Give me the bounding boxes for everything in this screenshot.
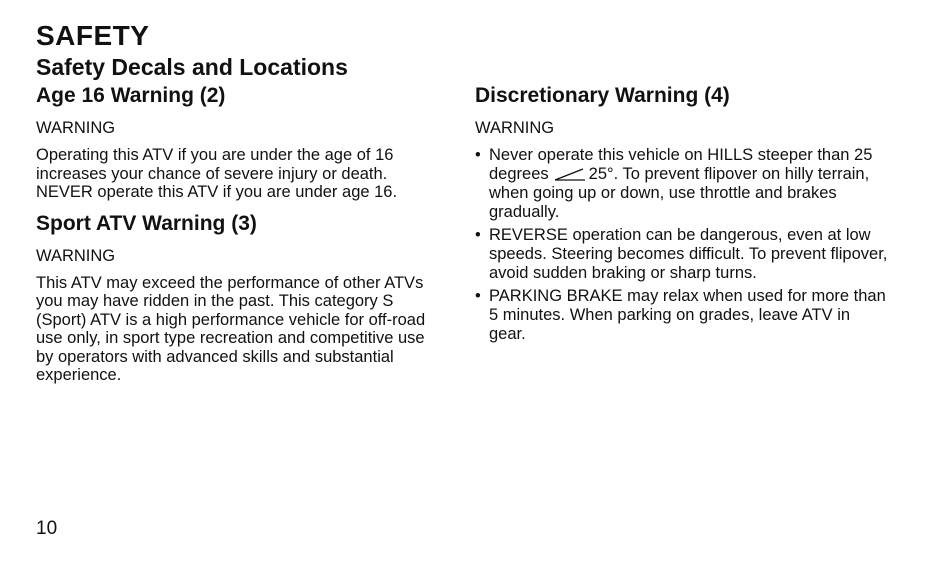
warning-list xyxy=(475,146,890,344)
page-number: 10 xyxy=(36,518,58,539)
list-item: • PARKING BRAKE may relax when used for more than 5 minutes. When parking on grades, leave ATV in gear. xyxy=(475,287,886,343)
slope-angle-icon xyxy=(553,168,587,182)
section-text: This ATV may exceed the performance of other ATVs you may have ridden in the past. This category S (Sport) ATV is a high performance vehicle for off-road use only, in sport type recreation and competitive use by operators with advanced skills and substantial experience. xyxy=(36,273,426,384)
bullet-icon: • xyxy=(475,146,481,164)
page-title: SAFETY xyxy=(36,20,150,51)
warning-label: WARNING xyxy=(36,246,116,265)
section-heading: Discretionary Warning (4) xyxy=(475,84,730,107)
right-column xyxy=(475,84,890,348)
warning-label: WARNING xyxy=(36,119,116,137)
section-text: Operating this ATV if you are under the age of 16 increases your chance of severe injury or death. NEVER operate this ATV if you are under age 16. xyxy=(36,146,398,201)
section-heading: Age 16 Warning (2) xyxy=(36,84,226,107)
page-subtitle: Safety Decals and Locations xyxy=(36,54,348,80)
section-age-16-warning xyxy=(36,84,446,202)
warning-label: WARNING xyxy=(475,119,555,137)
section-heading: Sport ATV Warning (3) xyxy=(36,211,257,235)
left-column xyxy=(36,84,446,385)
list-item: • REVERSE operation can be dangerous, even at low speeds. Steering becomes difficult. To prevent flipover, avoid sudden braking or sharp turns. xyxy=(475,226,888,282)
bullet-icon: • xyxy=(475,287,481,305)
bullet-icon: • xyxy=(475,226,481,244)
section-sport-atv-warning xyxy=(36,212,446,385)
list-item: • Never operate this vehicle on HILLS steeper than 25 degrees 25°. To prevent flipover on hilly terrain, when going up or down, use throttle and brakes gradually. xyxy=(475,146,873,221)
